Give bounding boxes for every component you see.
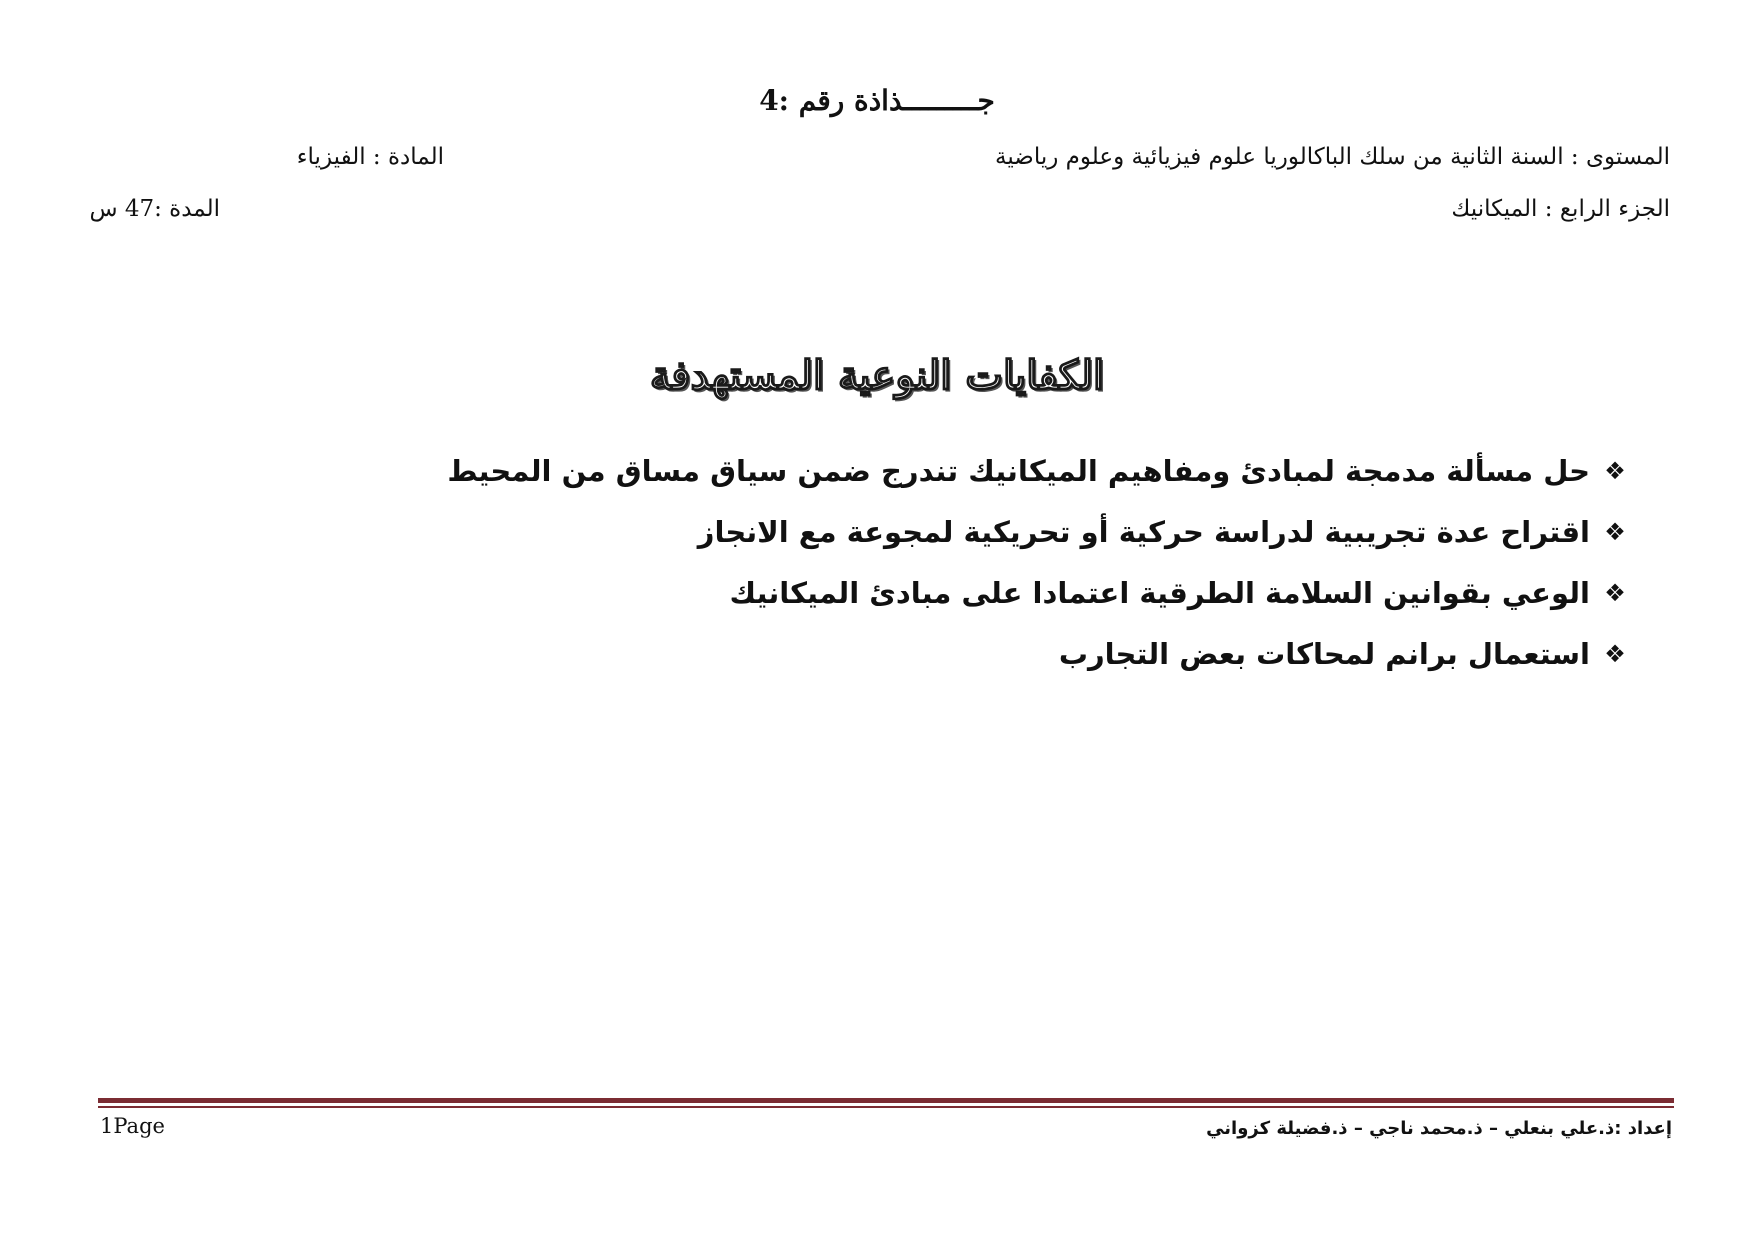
competency-list bbox=[447, 440, 1626, 684]
duration-line: المدة :47 س bbox=[89, 196, 220, 222]
list-item bbox=[447, 440, 1626, 501]
sheet-title: جـــــــــذاذة رقم :4 bbox=[759, 84, 995, 117]
competency-text: حل مسألة مدمجة لمبادئ ومفاهيم الميكانيك تندرج ضمن سياق مساق من المحيط bbox=[447, 453, 1590, 488]
footer-divider bbox=[98, 1098, 1674, 1103]
section-title: الكفايات النوعية المستهدفة bbox=[649, 352, 1105, 399]
diamond-bullet-icon: ❖ bbox=[1604, 578, 1626, 607]
footer-divider-thin bbox=[98, 1106, 1674, 1108]
level-line: المستوى : السنة الثانية من سلك الباكالوريا علوم فيزيائية وعلوم رياضية bbox=[995, 144, 1670, 170]
diamond-bullet-icon: ❖ bbox=[1604, 517, 1626, 546]
authors-credit: إعداد :ذ.علي بنعلي – ذ.محمد ناجي – ذ.فضيلة كزواني bbox=[1206, 1118, 1672, 1139]
subject-line: المادة : الفيزياء bbox=[296, 144, 444, 170]
competency-text: استعمال برانم لمحاكات بعض التجارب bbox=[1058, 636, 1590, 671]
competency-text: الوعي بقوانين السلامة الطرقية اعتمادا على مبادئ الميكانيك bbox=[729, 575, 1590, 610]
competency-text: اقتراح عدة تجريبية لدراسة حركية أو تحريكية لمجوعة مع الانجاز bbox=[697, 514, 1590, 549]
page-number: 1Page bbox=[100, 1114, 165, 1138]
diamond-bullet-icon: ❖ bbox=[1604, 639, 1626, 668]
list-item bbox=[447, 623, 1626, 684]
list-item bbox=[447, 501, 1626, 562]
diamond-bullet-icon: ❖ bbox=[1604, 456, 1626, 485]
unit-line: الجزء الرابع : الميكانيك bbox=[1451, 196, 1670, 222]
list-item bbox=[447, 562, 1626, 623]
